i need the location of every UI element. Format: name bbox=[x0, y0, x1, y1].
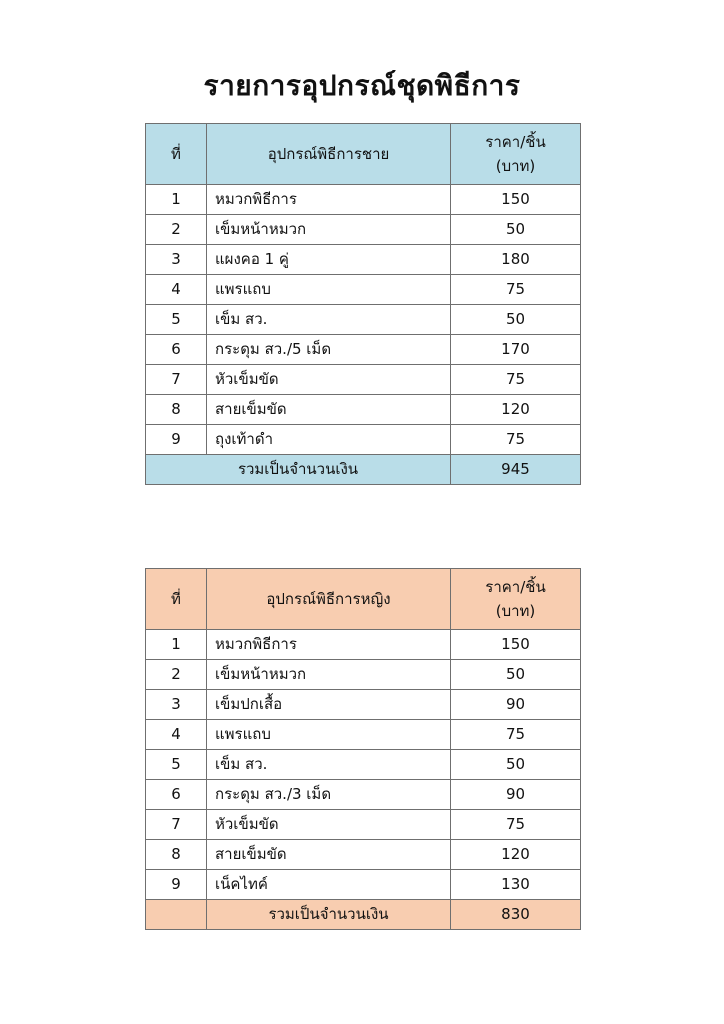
row-price: 50 bbox=[451, 305, 581, 335]
row-item: กระดุม สว./3 เม็ด bbox=[207, 780, 451, 810]
table-row bbox=[146, 395, 581, 425]
row-number: 3 bbox=[146, 245, 207, 275]
female-equipment-table bbox=[145, 568, 581, 930]
male-equipment-table bbox=[145, 123, 581, 485]
row-number: 7 bbox=[146, 365, 207, 395]
table-row bbox=[146, 690, 581, 720]
table-row bbox=[146, 425, 581, 455]
row-number: 7 bbox=[146, 810, 207, 840]
header-item: อุปกรณ์พิธีการชาย bbox=[207, 124, 451, 185]
row-item: แผงคอ 1 คู่ bbox=[207, 245, 451, 275]
header-price-unit: (บาท) bbox=[495, 602, 536, 620]
row-item: หมวกพิธีการ bbox=[207, 185, 451, 215]
row-item: หัวเข็มขัด bbox=[207, 365, 451, 395]
header-no: ที่ bbox=[146, 124, 207, 185]
table-row bbox=[146, 780, 581, 810]
table-header-row bbox=[146, 124, 581, 185]
row-item: เข็ม สว. bbox=[207, 750, 451, 780]
row-number: 1 bbox=[146, 630, 207, 660]
row-price: 120 bbox=[451, 840, 581, 870]
total-row bbox=[146, 455, 581, 485]
row-item: เข็มหน้าหมวก bbox=[207, 660, 451, 690]
total-value: 830 bbox=[451, 900, 581, 930]
table-row bbox=[146, 365, 581, 395]
row-number: 2 bbox=[146, 215, 207, 245]
row-price: 75 bbox=[451, 810, 581, 840]
row-price: 75 bbox=[451, 425, 581, 455]
header-price-label: ราคา/ชิ้น bbox=[485, 133, 546, 151]
table-header-row bbox=[146, 569, 581, 630]
row-number: 1 bbox=[146, 185, 207, 215]
female-table-body bbox=[146, 630, 581, 900]
row-price: 75 bbox=[451, 720, 581, 750]
row-item: แพรแถบ bbox=[207, 720, 451, 750]
row-price: 170 bbox=[451, 335, 581, 365]
row-number: 6 bbox=[146, 780, 207, 810]
table-row bbox=[146, 870, 581, 900]
row-price: 180 bbox=[451, 245, 581, 275]
table-row bbox=[146, 305, 581, 335]
header-price bbox=[451, 569, 581, 630]
table-row bbox=[146, 215, 581, 245]
row-price: 150 bbox=[451, 185, 581, 215]
table-row bbox=[146, 275, 581, 305]
table-row bbox=[146, 245, 581, 275]
table-row bbox=[146, 840, 581, 870]
male-table-body bbox=[146, 185, 581, 455]
total-label: รวมเป็นจำนวนเงิน bbox=[146, 455, 451, 485]
total-row bbox=[146, 900, 581, 930]
row-item: ถุงเท้าดำ bbox=[207, 425, 451, 455]
total-label: รวมเป็นจำนวนเงิน bbox=[207, 900, 451, 930]
row-price: 120 bbox=[451, 395, 581, 425]
row-number: 3 bbox=[146, 690, 207, 720]
row-item: หัวเข็มขัด bbox=[207, 810, 451, 840]
row-price: 130 bbox=[451, 870, 581, 900]
row-item: กระดุม สว./5 เม็ด bbox=[207, 335, 451, 365]
row-price: 50 bbox=[451, 750, 581, 780]
row-item: เข็ม สว. bbox=[207, 305, 451, 335]
row-price: 75 bbox=[451, 275, 581, 305]
row-number: 4 bbox=[146, 275, 207, 305]
table-row bbox=[146, 660, 581, 690]
row-number: 9 bbox=[146, 425, 207, 455]
table-row bbox=[146, 335, 581, 365]
row-number: 5 bbox=[146, 305, 207, 335]
row-price: 90 bbox=[451, 780, 581, 810]
row-number: 5 bbox=[146, 750, 207, 780]
table-row bbox=[146, 720, 581, 750]
row-item: เน็คไทค์ bbox=[207, 870, 451, 900]
total-empty-cell bbox=[146, 900, 207, 930]
row-item: หมวกพิธีการ bbox=[207, 630, 451, 660]
header-price-label: ราคา/ชิ้น bbox=[485, 578, 546, 596]
row-price: 50 bbox=[451, 215, 581, 245]
row-number: 4 bbox=[146, 720, 207, 750]
row-price: 75 bbox=[451, 365, 581, 395]
row-item: เข็มปกเสื้อ bbox=[207, 690, 451, 720]
row-price: 50 bbox=[451, 660, 581, 690]
row-number: 6 bbox=[146, 335, 207, 365]
row-item: สายเข็มขัด bbox=[207, 840, 451, 870]
header-item: อุปกรณ์พิธีการหญิง bbox=[207, 569, 451, 630]
row-number: 2 bbox=[146, 660, 207, 690]
row-price: 90 bbox=[451, 690, 581, 720]
row-item: แพรแถบ bbox=[207, 275, 451, 305]
total-value: 945 bbox=[451, 455, 581, 485]
header-price bbox=[451, 124, 581, 185]
row-number: 8 bbox=[146, 395, 207, 425]
row-number: 9 bbox=[146, 870, 207, 900]
row-number: 8 bbox=[146, 840, 207, 870]
table-row bbox=[146, 810, 581, 840]
table-row bbox=[146, 750, 581, 780]
row-item: เข็มหน้าหมวก bbox=[207, 215, 451, 245]
table-row bbox=[146, 630, 581, 660]
row-item: สายเข็มขัด bbox=[207, 395, 451, 425]
table-row bbox=[146, 185, 581, 215]
header-price-unit: (บาท) bbox=[495, 157, 536, 175]
page-title: รายการอุปกรณ์ชุดพิธีการ bbox=[203, 69, 521, 102]
row-price: 150 bbox=[451, 630, 581, 660]
header-no: ที่ bbox=[146, 569, 207, 630]
